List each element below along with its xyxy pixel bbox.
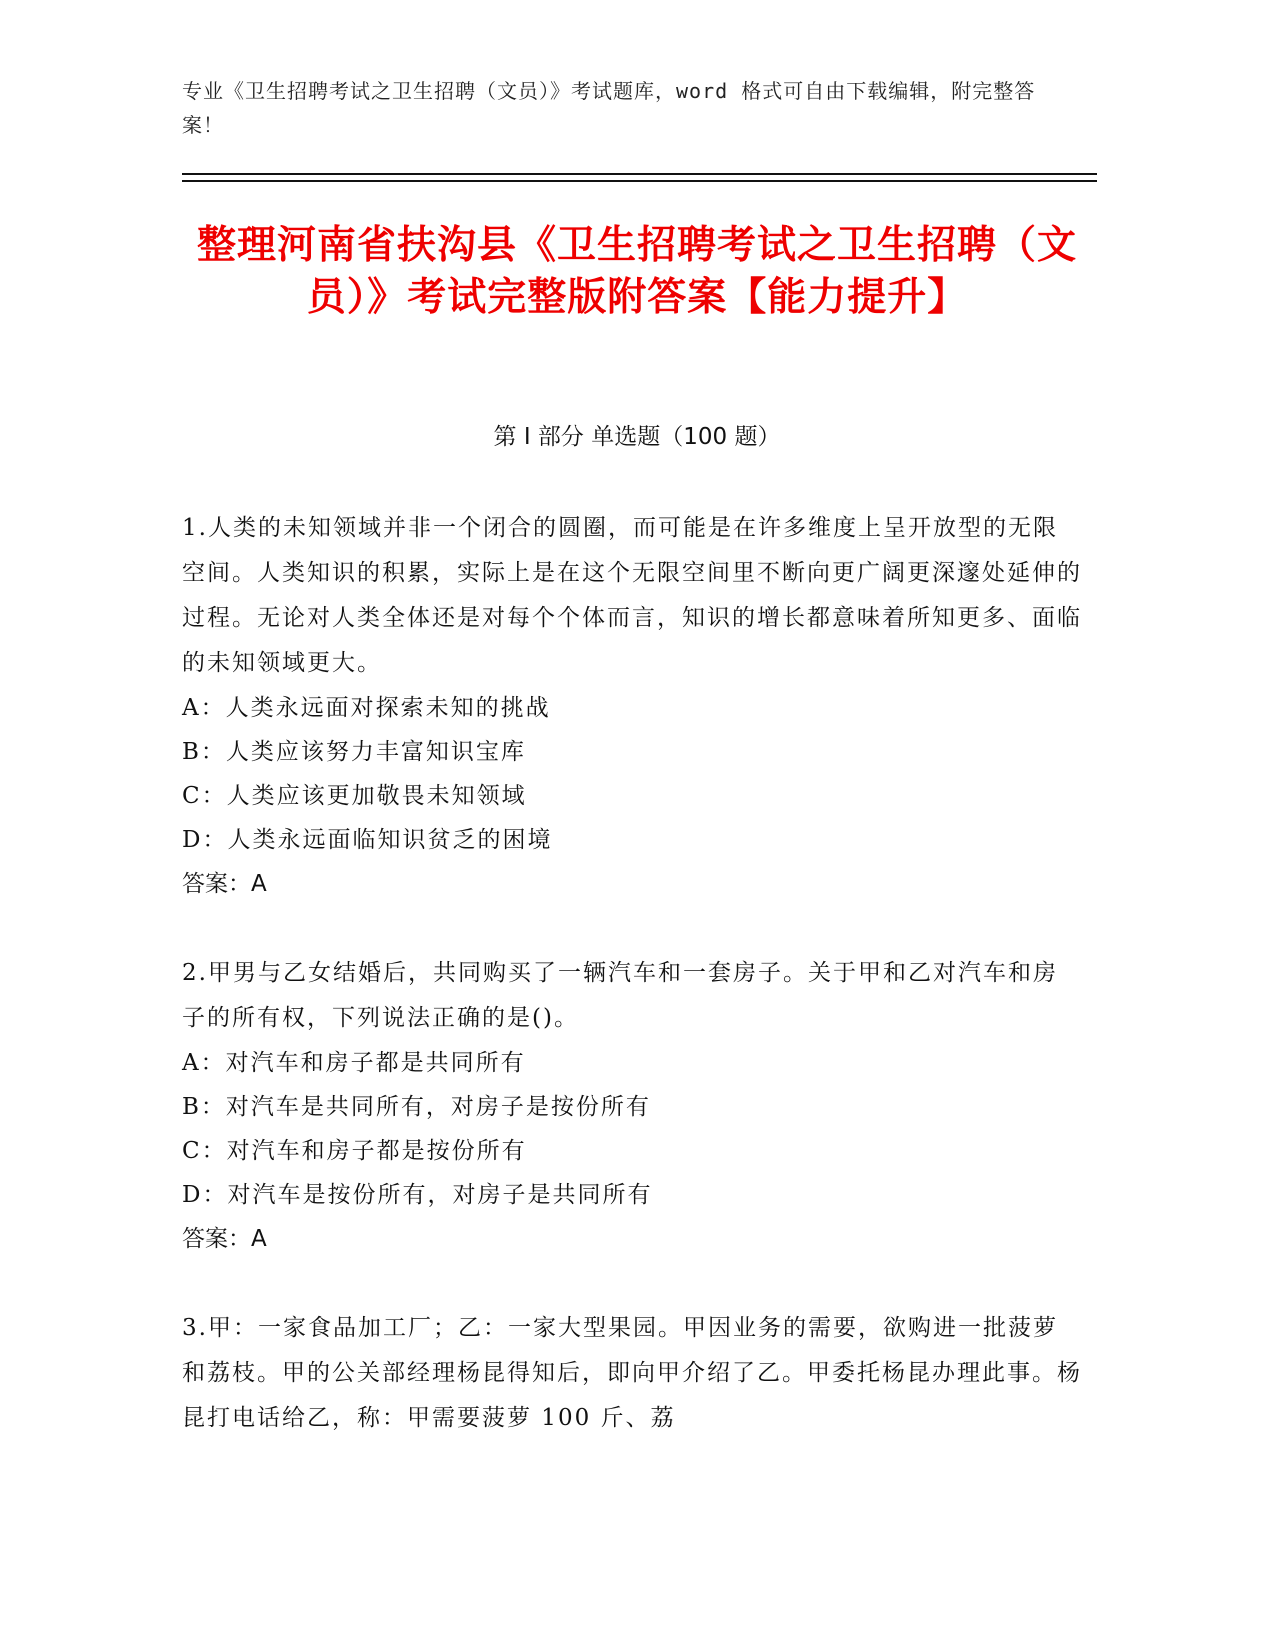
option-b: B：人类应该努力丰富知识宝库	[182, 739, 526, 765]
section-heading: 第 I 部分 单选题（100 题）	[493, 424, 781, 450]
question-2	[182, 951, 1082, 1261]
question-1	[182, 506, 1082, 906]
question-stem: 3.甲：一家食品加工厂；乙：一家大型果园。甲因业务的需要，欲购进一批菠萝和荔枝。甲的公关部经理杨昆得知后，即向甲介绍了乙。甲委托杨昆办理此事。杨昆打电话给乙，称：甲需要菠萝 100 斤、荔	[182, 1315, 1082, 1431]
option-c: C：对汽车和房子都是按份所有	[182, 1138, 527, 1164]
option-c: C：人类应该更加敬畏未知领域	[182, 783, 527, 809]
option-a: A：人类永远面对探索未知的挑战	[182, 695, 551, 721]
document-title: 整理河南省扶沟县《卫生招聘考试之卫生招聘（文员）》考试完整版附答案【能力提升】	[196, 223, 1077, 320]
question-stem: 1.人类的未知领域并非一个闭合的圆圈，而可能是在许多维度上呈开放型的无限空间。人类知识的积累，实际上是在这个无限空间里不断向更广阔更深邃处延伸的过程。无论对人类全体还是对每个个体而言，知识的增长都意味着所知更多、面临的未知领域更大。	[182, 515, 1082, 676]
option-d: D：人类永远面临知识贫乏的困境	[182, 827, 553, 853]
question-3	[182, 1306, 1082, 1441]
answer-line: 答案：A	[182, 1226, 267, 1252]
question-list	[182, 506, 1082, 1486]
header-divider-top	[182, 173, 1097, 175]
header-note: 专业《卫生招聘考试之卫生招聘（文员）》考试题库，word 格式可自由下载编辑，附完整答案！	[182, 79, 1036, 137]
answer-line: 答案：A	[182, 871, 267, 897]
option-b: B：对汽车是共同所有，对房子是按份所有	[182, 1094, 651, 1120]
option-a: A：对汽车和房子都是共同所有	[182, 1050, 526, 1076]
option-d: D：对汽车是按份所有，对房子是共同所有	[182, 1182, 653, 1208]
question-stem: 2.甲男与乙女结婚后，共同购买了一辆汽车和一套房子。关于甲和乙对汽车和房子的所有权，下列说法正确的是()。	[182, 960, 1058, 1031]
header-divider-bottom	[182, 180, 1097, 182]
